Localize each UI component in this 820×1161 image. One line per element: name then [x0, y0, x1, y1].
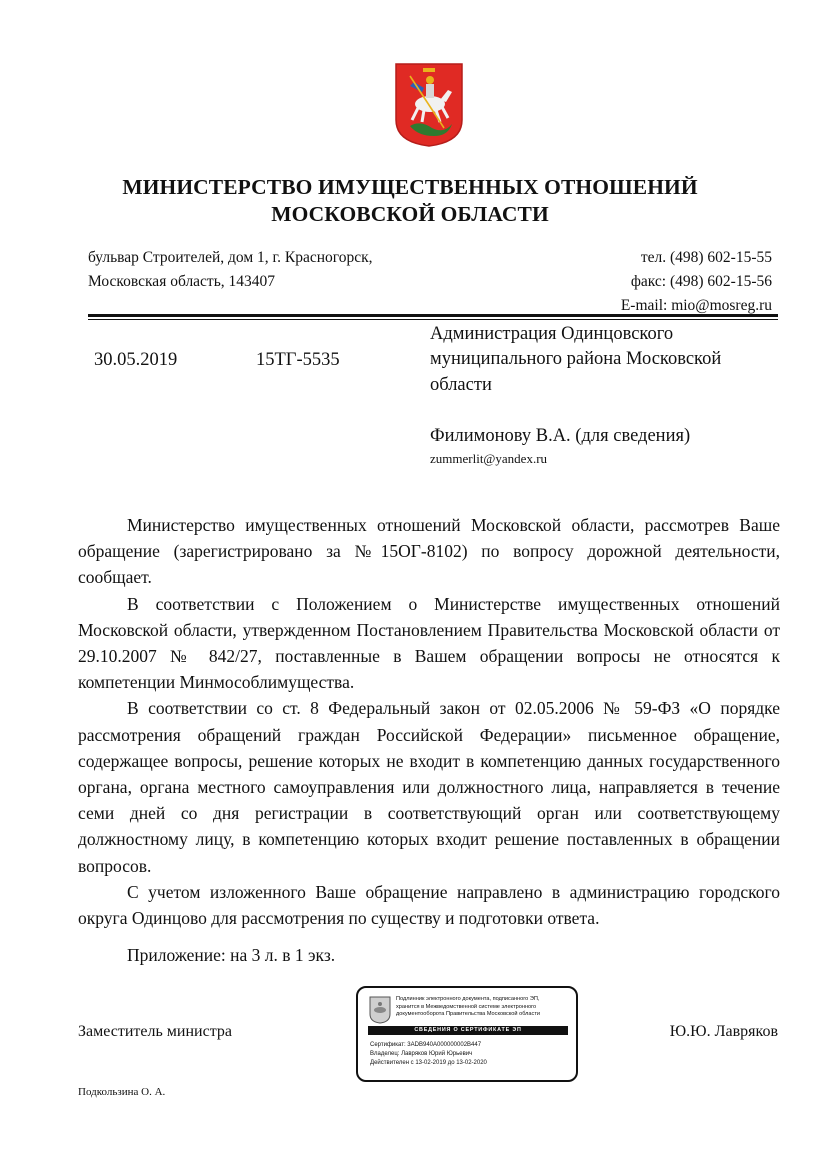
header-divider-thin: [88, 319, 778, 320]
signer-name: Ю.Ю. Лавряков: [669, 1023, 778, 1040]
stamp-text-line2: хранится в Межведомственной системе электронного: [396, 1003, 537, 1010]
stamp-description: [396, 996, 574, 1019]
stamp-certificate-id: Сертификат: 3ADB940A000000002B447: [370, 1042, 482, 1048]
body-paragraph-3: В соответствии со ст. 8 Федеральный закон от 02.05.2006 № 59-ФЗ «О порядке рассмотрения обращений граждан Российской Федерации» письменное обращение, содержащее вопросы, решение которых не входит в компетенцию данных государственного органа, органа местного самоуправления или должностного лица, направляется в течение семи дней со дня регистрации в соответствующий орган или соответствующему должностному лицу, в компетенцию которых входит решение поставленных в обращении вопросов.: [78, 698, 780, 876]
document-number: 15ТГ-5535: [256, 350, 340, 370]
executor-name: Подкользина О. А.: [78, 1086, 166, 1098]
signer-position: Заместитель министра: [78, 1023, 232, 1040]
body-paragraph-4: С учетом изложенного Ваше обращение направлено в администрацию городского округа Одинцово для рассмотрения по существу и подготовки ответа.: [78, 881, 780, 929]
header-divider-thick: [88, 314, 778, 317]
fax-number: факс: (498) 602-15-56: [630, 273, 772, 290]
email-address: E-mail: mio@mosreg.ru: [620, 297, 772, 314]
recipient-line1: Администрация Одинцовского: [430, 324, 674, 344]
stamp-text-line1: Подлинник электронного документа, подписанного ЭП,: [396, 996, 540, 1002]
moscow-oblast-coat-of-arms-icon: [394, 62, 464, 148]
ministry-title-line1: МИНИСТЕРСТВО ИМУЩЕСТВЕННЫХ ОТНОШЕНИЙ: [122, 175, 698, 199]
body-paragraph-1: Министерство имущественных отношений Московской области, рассмотрев Ваше обращение (зарегистрировано за №15ОГ-8102) по вопросу дорожной деятельности, сообщает.: [78, 515, 780, 588]
electronic-signature-stamp: [356, 986, 578, 1082]
phone-number: тел. (498) 602-15-55: [640, 249, 772, 266]
recipient-line2: муниципального района Московской: [430, 349, 722, 369]
recipient-line3: области: [430, 375, 492, 395]
stamp-text-line3: документооборота Правительства Московской области: [396, 1011, 541, 1018]
stamp-certificate-validity: Действителен с 13-02-2019 до 13-02-2020: [370, 1060, 487, 1066]
copy-recipient-email: zummerlit@yandex.ru: [430, 451, 548, 466]
coat-of-arms-small-icon: [369, 996, 391, 1024]
stamp-certificate-owner: Владелец: Лавряков Юрий Юрьевич: [370, 1051, 473, 1057]
ministry-title-line2: МОСКОВСКОЙ ОБЛАСТИ: [271, 202, 549, 226]
stamp-certificate-heading: СВЕДЕНИЯ О СЕРТИФИКАТЕ ЭП: [368, 1026, 568, 1035]
copy-recipient: Филимонову В.А. (для сведения): [430, 426, 691, 446]
body-paragraph-2: В соответствии с Положением о Министерстве имущественных отношений Московской области, утвержденном Постановлением Правительства Московской области от 29.10.2007 № 842/27, поставленные в Вашем обращении вопросы не относятся к компетенции Минмособлимущества.: [78, 593, 780, 693]
letter-body: [78, 512, 780, 931]
address-line1: бульвар Строителей, дом 1, г. Красногорск,: [88, 249, 373, 266]
document-date: 30.05.2019: [94, 350, 178, 370]
address-line2: Московская область, 143407: [88, 273, 276, 290]
attachment-note: Приложение: на 3 л. в 1 экз.: [127, 945, 336, 965]
